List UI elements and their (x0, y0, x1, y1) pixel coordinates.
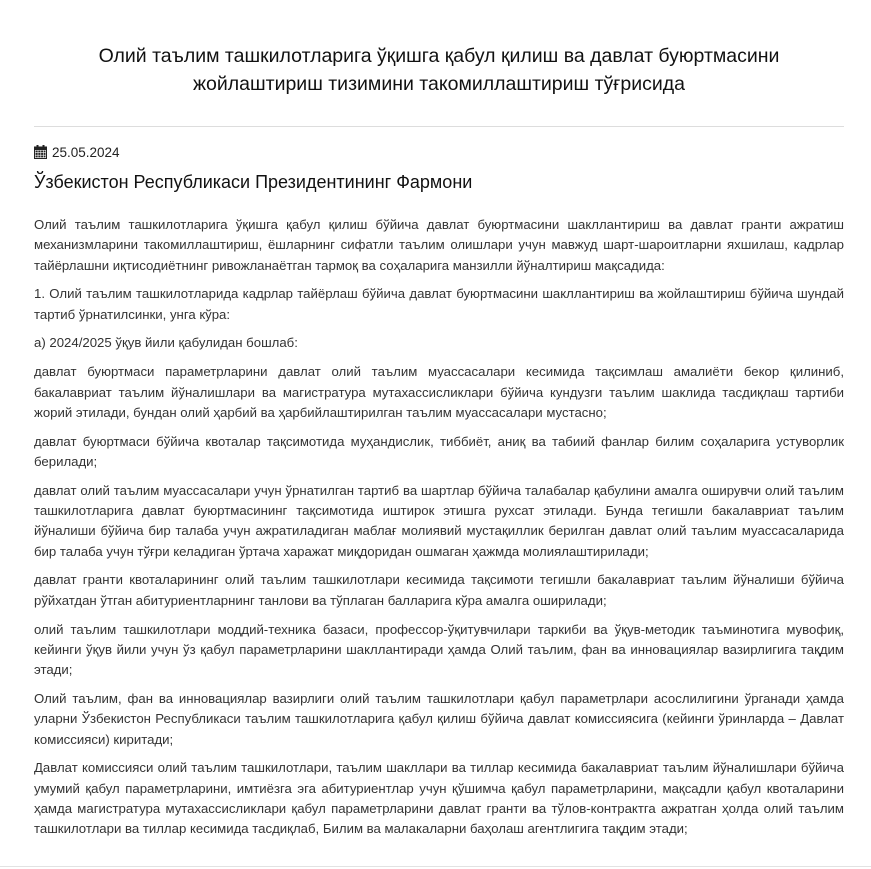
paragraph: давлат буюртмаси параметрларини давлат олий таълим муассасалари кесимида тақсимлаш амалиёти бекор қилиниб, бакалавриат таълим йўналишлари ва магистратура мутахассисликлари бўйича кундузги таълим шаклида тасдиқлаш тартиби жорий этилади, бундан олий ҳарбий ва ҳарбийлаштирилган таълим муассасалари мустасно; (34, 364, 844, 420)
article-body (34, 215, 844, 840)
article-date-row (34, 143, 844, 161)
paragraph: Олий таълим ташкилотларига ўқишга қабул қилиш бўйича давлат буюртмасини шакллантириш ва давлат гранти ажратиш механизмларини такомиллаштириш, ёшларнинг сифатли таълим олишлари учун мавжуд шарт-шароитларни яхшилаш, кадрлар тайёрлашни иқтисодиётнинг ривожланаётган тармоқ ва соҳаларига манзилли йўналтириш мақсадида: (34, 217, 844, 273)
paragraph: давлат гранти квоталарининг олий таълим ташкилотлари кесимида тақсимоти тегишли бакалавриат таълим йўналиши бўйича рўйхатдан ўтган абитуриентларнинг танлови ва тўплаган балларига кўра амалга оширилади; (34, 572, 844, 608)
paragraph: Олий таълим, фан ва инновациялар вазирлиги олий таълим ташкилотлари қабул параметрлари асослилигини ўрганади ҳамда уларни Ўзбекистон Республикаси таълим ташкилотларига қабул қилиш бўйича давлат комиссиясига (кейинги ўринларда – Давлат комиссияси) киритади; (34, 690, 844, 747)
page-bottom-divider (0, 866, 871, 867)
title-divider (34, 126, 844, 127)
paragraph: 1. Олий таълим ташкилотларида кадрлар тайёрлаш бўйича давлат буюртмасини шакллантириш ва жойлаштириш бўйича шундай тартиб ўрнатилсинки, унга кўра: (34, 286, 844, 322)
paragraph: олий таълим ташкилотлари моддий-техника базаси, профессор-ўқитувчилари таркиби ва ўқув-методик таъминотига мувофиқ, кейинги ўқув йили учун ўз қабул параметрларини шакллантиради ҳамда Олий таълим, фан ва инновациялар вазирлигига тақдим этади; (34, 621, 844, 678)
paragraph: давлат олий таълим муассасалари учун ўрнатилган тартиб ва шартлар бўйича талабалар қабулини амалга оширувчи олий таълим ташкилотларига давлат буюртмасининг тақсимотида иштирок этишга рухсат этилади. Бунда тегишли бакалавриат таълим йўналиши бўйича бир талаба учун ажратиладиган маблағ молиявий мустақиллик берилган давлат олий таълим муассасаларида бир талаба учун тўғри келадиган ўртача харажат миқдоридан ошмаган ҳажмда молиялаштирилади; (34, 482, 844, 559)
paragraph: Давлат комиссияси олий таълим ташкилотлари, таълим шакллари ва тиллар кесимида бакалавриат таълим йўналишлари бўйича умумий қабул параметрларини, имтиёзга эга абитуриентлар учун қўшимча қабул параметрларини, мақсадли қабул квоталарини ҳамда магистратура мутахассисликлари қабул параметрларини давлат гранти ва тўлов-контрактга ажратган ҳолда олий таълим ташкилотлари ва тиллар кесимида тасдиқлаб, Билим ва малакаларни баҳолаш агентлигига тақдим этади; (34, 760, 844, 837)
paragraph: давлат буюртмаси бўйича квоталар тақсимотида муҳандислик, тиббиёт, аниқ ва табиий фанлар билим соҳаларига устуворлик берилади; (34, 433, 844, 469)
article-subtitle: Ўзбекистон Республикаси Президентининг Фармони (34, 172, 473, 192)
paragraph: а) 2024/2025 ўқув йили қабулидан бошлаб: (34, 335, 298, 351)
calendar-icon (34, 145, 47, 159)
article-title: Олий таълим ташкилотларига ўқишга қабул қилиш ва давлат буюртмасини жойлаштириш тизимини такомиллаштириш тўғрисида (98, 45, 780, 95)
article-date: 25.05.2024 (52, 144, 120, 160)
article (34, 0, 844, 848)
